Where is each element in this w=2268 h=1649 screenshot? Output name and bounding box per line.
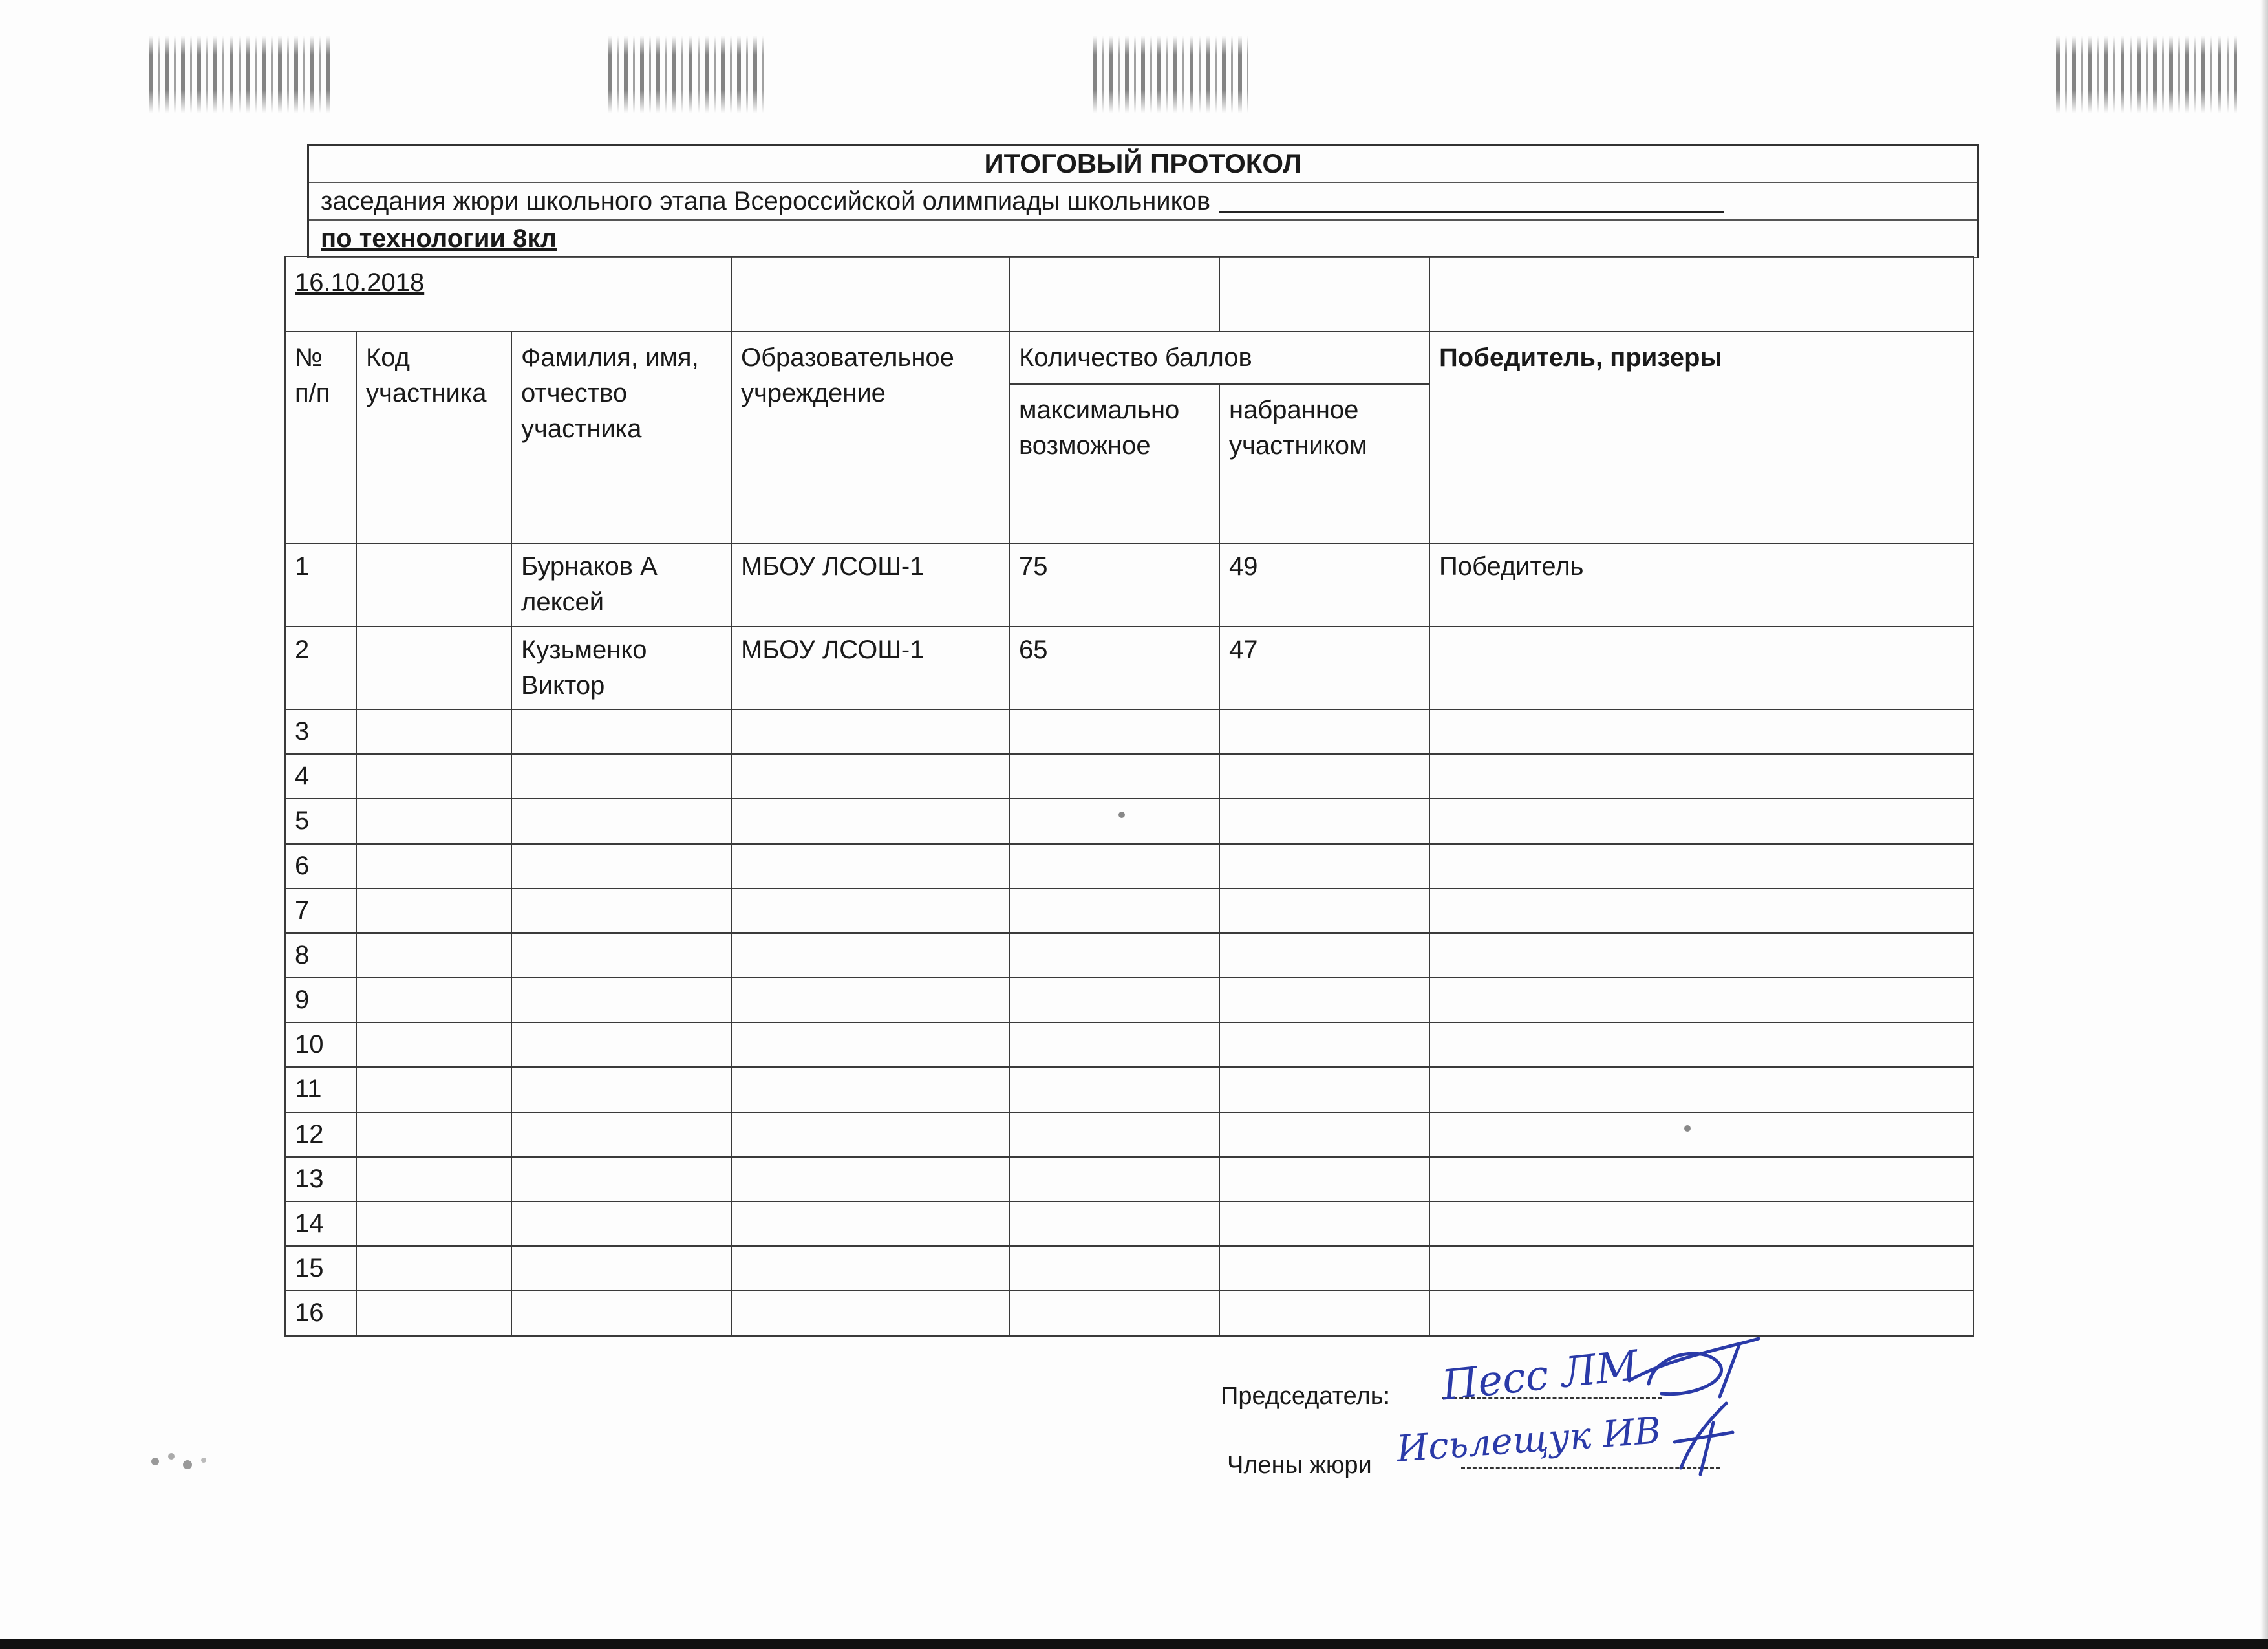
cell-scored: [1219, 978, 1429, 1022]
scan-bottom-bar: [0, 1639, 2268, 1649]
header-code: Код участника: [356, 332, 511, 543]
cell-max: [1009, 1022, 1219, 1067]
cell-code: [356, 933, 511, 978]
cell-result: [1429, 627, 1974, 709]
table-row: [285, 1157, 1974, 1202]
cell-school: [731, 933, 1009, 978]
header-row: [285, 332, 1974, 384]
cell-code: [356, 844, 511, 889]
cell-name: Бурнаков А лексей: [511, 543, 731, 626]
cell-num: 12: [285, 1112, 356, 1157]
table-row: [285, 844, 1974, 889]
cell-num: 7: [285, 889, 356, 933]
date-row: [285, 257, 1974, 332]
cell-name: [511, 799, 731, 843]
cell-scored: [1219, 1022, 1429, 1067]
header-name: Фамилия, имя, отчество участника: [511, 332, 731, 543]
cell-num: 16: [285, 1291, 356, 1335]
cell-code: [356, 543, 511, 626]
cell-code: [356, 889, 511, 933]
cell-num: 8: [285, 933, 356, 978]
cell-school: [731, 1291, 1009, 1335]
cell-num: 9: [285, 978, 356, 1022]
cell-num: 13: [285, 1157, 356, 1202]
cell-code: [356, 709, 511, 754]
cell-school: [731, 1112, 1009, 1157]
cell-name: [511, 709, 731, 754]
cell-school: [731, 1022, 1009, 1067]
cell-max: [1009, 889, 1219, 933]
cell-name: [511, 1202, 731, 1246]
table-row: [285, 889, 1974, 933]
cell-name: [511, 1246, 731, 1291]
table-row: [285, 978, 1974, 1022]
cell-result: Победитель: [1429, 543, 1974, 626]
protocol-subtitle-line: [309, 183, 1977, 221]
cell-name: [511, 978, 731, 1022]
table-row: [285, 1246, 1974, 1291]
cell-max: 65: [1009, 627, 1219, 709]
table-row: [285, 1202, 1974, 1246]
cell-code: [356, 799, 511, 843]
scan-streak: [608, 36, 769, 113]
header-scored-points: набранное участником: [1219, 384, 1429, 543]
table-row: [285, 627, 1974, 709]
protocol-date: 16.10.2018: [285, 257, 731, 332]
cell-code: [356, 1112, 511, 1157]
cell-result: [1429, 844, 1974, 889]
stray-mark: [1112, 805, 1131, 824]
cell-result: [1429, 799, 1974, 843]
cell-code: [356, 1291, 511, 1335]
cell-num: 3: [285, 709, 356, 754]
cell-result: [1429, 978, 1974, 1022]
chair-label: Председатель:: [1221, 1383, 1391, 1410]
cell-max: [1009, 1067, 1219, 1112]
empty-cell: [1219, 257, 1429, 332]
cell-num: 4: [285, 754, 356, 799]
cell-result: [1429, 933, 1974, 978]
cell-school: [731, 1246, 1009, 1291]
cell-scored: 49: [1219, 543, 1429, 626]
cell-scored: [1219, 844, 1429, 889]
cell-school: [731, 799, 1009, 843]
cell-scored: [1219, 889, 1429, 933]
cell-num: 5: [285, 799, 356, 843]
empty-cell: [1009, 257, 1219, 332]
cell-max: [1009, 933, 1219, 978]
cell-max: [1009, 1291, 1219, 1335]
table-row: [285, 543, 1974, 626]
header-school: Образовательное учреждение: [731, 332, 1009, 543]
cell-num: 10: [285, 1022, 356, 1067]
cell-code: [356, 1246, 511, 1291]
cell-name: [511, 933, 731, 978]
cell-result: [1429, 889, 1974, 933]
header-num: № п/п: [285, 332, 356, 543]
cell-num: 15: [285, 1246, 356, 1291]
header-result: Победитель, призеры: [1429, 332, 1974, 543]
cell-name: [511, 1291, 731, 1335]
cell-code: [356, 1067, 511, 1112]
cell-name: [511, 1022, 731, 1067]
cell-code: [356, 978, 511, 1022]
cell-school: [731, 709, 1009, 754]
cell-name: [511, 844, 731, 889]
empty-cell: [1429, 257, 1974, 332]
table-row: [285, 709, 1974, 754]
cell-school: [731, 889, 1009, 933]
cell-scored: [1219, 1202, 1429, 1246]
protocol-subject: по технологии 8кл: [309, 221, 1977, 258]
cell-name: [511, 1112, 731, 1157]
cell-name: [511, 1067, 731, 1112]
cell-name: [511, 889, 731, 933]
header-max-points: максимально возможное: [1009, 384, 1219, 543]
protocol-subtitle: заседания жюри школьного этапа Всероссийской олимпиады школьников: [321, 186, 1211, 215]
cell-result: [1429, 709, 1974, 754]
cell-max: [1009, 1112, 1219, 1157]
cell-max: [1009, 978, 1219, 1022]
stray-mark: [1678, 1119, 1697, 1138]
cell-name: [511, 1157, 731, 1202]
cell-school: МБОУ ЛСОШ-1: [731, 543, 1009, 626]
cell-scored: [1219, 933, 1429, 978]
cell-result: [1429, 1112, 1974, 1157]
cell-result: [1429, 754, 1974, 799]
jury-signature-text: Исьлещук ИВ: [1395, 1410, 1662, 1471]
cell-max: [1009, 844, 1219, 889]
cell-scored: [1219, 799, 1429, 843]
jury-label: Члены жюри: [1227, 1452, 1372, 1479]
cell-result: [1429, 1067, 1974, 1112]
cell-result: [1429, 1202, 1974, 1246]
cell-name: Кузьменко Виктор: [511, 627, 731, 709]
cell-scored: [1219, 709, 1429, 754]
cell-max: [1009, 1202, 1219, 1246]
stray-mark: [142, 1442, 220, 1481]
table-row: [285, 1067, 1974, 1112]
cell-num: 2: [285, 627, 356, 709]
cell-code: [356, 1022, 511, 1067]
scan-edge: [2260, 0, 2268, 1649]
cell-result: [1429, 1246, 1974, 1291]
cell-school: [731, 754, 1009, 799]
cell-result: [1429, 1157, 1974, 1202]
cell-result: [1429, 1022, 1974, 1067]
cell-scored: [1219, 754, 1429, 799]
jury-signature: [1390, 1390, 1752, 1487]
cell-school: [731, 1202, 1009, 1246]
cell-scored: [1219, 1291, 1429, 1335]
table-row: [285, 754, 1974, 799]
scan-streak: [1093, 36, 1248, 113]
cell-max: 75: [1009, 543, 1219, 626]
results-table: [284, 256, 1974, 1337]
cell-school: [731, 1067, 1009, 1112]
protocol-header: [307, 144, 1979, 258]
cell-max: [1009, 754, 1219, 799]
protocol-title: ИТОГОВЫЙ ПРОТОКОЛ: [309, 146, 1977, 183]
cell-num: 6: [285, 844, 356, 889]
cell-scored: 47: [1219, 627, 1429, 709]
cell-num: 14: [285, 1202, 356, 1246]
cell-num: 11: [285, 1067, 356, 1112]
cell-max: [1009, 1157, 1219, 1202]
table-row: [285, 933, 1974, 978]
cell-code: [356, 754, 511, 799]
table-row: [285, 1022, 1974, 1067]
scan-streak: [2056, 36, 2237, 113]
empty-cell: [731, 257, 1009, 332]
cell-scored: [1219, 1067, 1429, 1112]
cell-code: [356, 627, 511, 709]
cell-num: 1: [285, 543, 356, 626]
cell-scored: [1219, 1112, 1429, 1157]
cell-code: [356, 1157, 511, 1202]
chair-signature-text: Песс ЛМ: [1439, 1341, 1641, 1410]
cell-max: [1009, 709, 1219, 754]
cell-max: [1009, 1246, 1219, 1291]
table-row: [285, 1112, 1974, 1157]
cell-school: [731, 978, 1009, 1022]
subtitle-blank-line: [1219, 189, 1724, 213]
cell-name: [511, 754, 731, 799]
cell-school: [731, 1157, 1009, 1202]
cell-scored: [1219, 1157, 1429, 1202]
cell-scored: [1219, 1246, 1429, 1291]
header-points-group: Количество баллов: [1009, 332, 1429, 384]
scan-streak: [149, 36, 330, 113]
cell-code: [356, 1202, 511, 1246]
cell-school: МБОУ ЛСОШ-1: [731, 627, 1009, 709]
cell-school: [731, 844, 1009, 889]
